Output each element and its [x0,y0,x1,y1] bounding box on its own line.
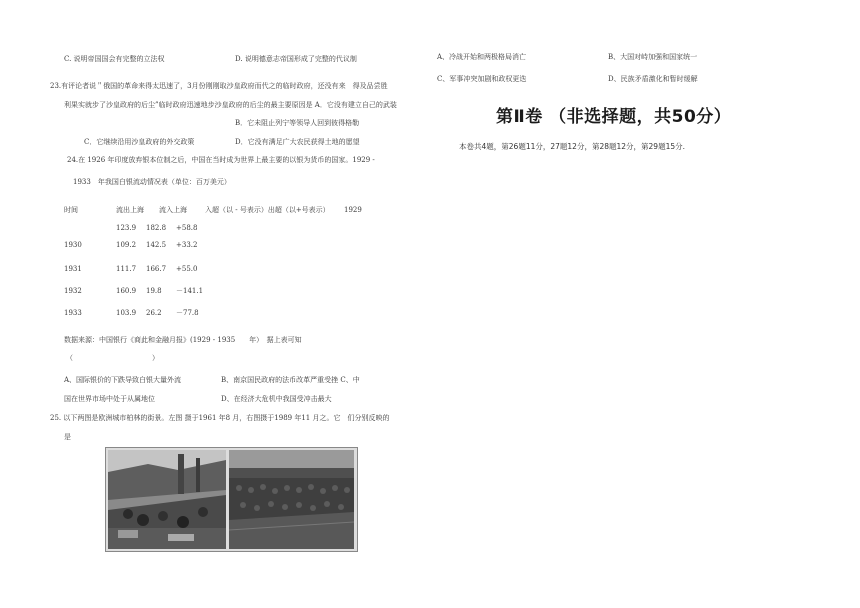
q23-option-b: B．它未阻止列宁等领导人回到彼得格勒 [235,119,360,127]
table-header-time: 时间 [64,206,78,214]
table-cell: 19.8 [146,287,162,295]
q24-option-a: A、国际银价的下跌导致白银大量外流 [64,376,182,384]
berlin-photos [105,447,358,552]
table-cell: 111.7 [116,265,137,273]
q24-option-d: D、在经济大危机中我国受冲击最大 [221,395,332,403]
table-cell: 1932 [64,287,82,295]
table-cell: －141.1 [176,287,204,295]
table-header-year: 1929 [344,206,362,214]
q24-option-b: B、南京国民政府的法币改革严重受挫 C、中 [221,376,360,384]
table-cell: 1931 [64,265,82,273]
table-cell: +58.8 [176,224,198,232]
table-cell: 166.7 [146,265,167,273]
q23-option-c: C．它继续沿用沙皇政府的外交政策 [84,138,195,146]
table-cell: 123.9 [116,224,137,232]
q23-stem-line1: 23.有评论者说＂俄国的革命来得太迅速了，3月份刚刚取沙皇政府而代之的临时政府，还没有来 得及品尝胜 [50,82,388,90]
table-cell: 1933 [64,309,82,317]
table-cell: 26.2 [146,309,162,317]
q25-option-b: B、大国对峙加强和国家统一 [608,53,698,61]
table-cell: －77.8 [176,309,199,317]
table-cell: 182.8 [146,224,167,232]
table-cell: 103.9 [116,309,137,317]
q25-stem-line2: 是 [64,433,71,441]
table-cell: 1930 [64,241,82,249]
answer-paren-open: （ [66,354,73,362]
table-header-balance: 入超（以 - 号表示）出超（以+号表示） [205,206,330,214]
section-title: 第Ⅱ卷 （非选择题，共50分） [496,107,732,127]
berlin-1961-photo [108,450,226,549]
section-note: 本卷共4题，第26题11分，27题12分，第28题12分，第29题15分. [459,142,686,151]
q24-option-c-cont: 国在世界市场中处于从属地位 [64,395,155,403]
q22-option-d: D. 说明德意志帝国形成了完整的代议制 [235,55,357,63]
table-cell: 160.9 [116,287,137,295]
q24-stem-line1: 24.在 1926 年印度放弃银本位制之后，中国在当时成为世界上最主要的以银为货币的国家。1929 - [67,156,375,164]
berlin-1989-photo [229,450,354,549]
table-cell: +55.0 [176,265,198,273]
data-source: 数据来源：中国银行《商此和金融月报》(1929 - 1935 年） 据上表可知 [64,336,302,344]
q25-option-c: C、军事冲突加剧和政权更迭 [437,75,527,83]
q25-option-d: D、民族矛盾激化和暂时缓解 [608,75,698,83]
table-cell: +33.2 [176,241,198,249]
q23-option-d: D．它没有满足广大农民获得土地的愿望 [235,138,360,146]
q25-stem-line1: 25. 以下两图是欧洲城市柏林的街景。左图 摄于1961 年8 月，右图摄于1989 年11 月之。它 们分别反映的 [50,414,390,422]
table-cell: 109.2 [116,241,137,249]
q24-stem-line2: 1933 年我国白银流动情况表（单位：百万美元） [73,178,231,186]
q22-option-c: C. 说明帝国国会有完整的立法权 [64,55,165,63]
table-header-outflow: 流出上海 [116,206,144,214]
q23-stem-line2: 利果实就步了沙皇政府的后尘”临时政府迅速地步沙皇政府的后尘的最主要原因是 A．它没有建立自己的武装 [64,101,397,109]
answer-paren-close: ） [152,354,159,362]
q25-option-a: A、冷战开始和两极格局消亡 [437,53,527,61]
table-header-inflow: 流入上海 [159,206,187,214]
table-cell: 142.5 [146,241,167,249]
